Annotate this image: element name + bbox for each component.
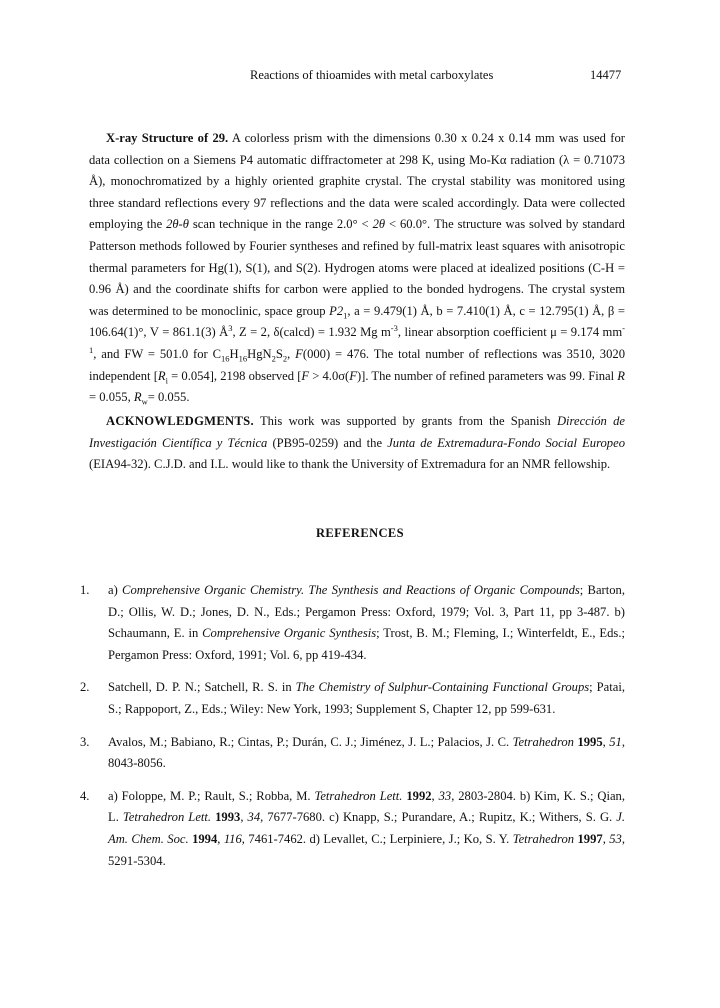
reference-number: 3. <box>80 734 90 749</box>
xray-structure-section <box>89 128 625 409</box>
reference-text: Satchell, D. P. N.; Satchell, R. S. in The Chemistry of Sulphur-Containing Functional Groups; Patai, S.; Rappoport, Z., Eds.; Wiley: New York, 1993; Supplement S, Chapter 12, pp 599-631. <box>108 680 625 716</box>
reference-item <box>80 786 625 872</box>
acknowledgments-section <box>89 411 625 476</box>
xray-heading: X-ray Structure of 29. <box>106 131 229 145</box>
running-title: Reactions of thioamides with metal carboxylates <box>250 68 494 82</box>
reference-number: 2. <box>80 680 90 695</box>
reference-item <box>80 677 625 720</box>
reference-text: a) Foloppe, M. P.; Rault, S.; Robba, M. Tetrahedron Lett. 1992, 33, 2803-2804. b) Kim, K. S.; Qian, L. Tetrahedron Lett. 1993, 34, 7677-7680. c) Knapp, S.; Purandare, A.; Rupitz, K.; Withers, S. G. J. Am. Chem. Soc. 1994, 116, 7461-7462. d) Levallet, C.; Lerpiniere, J.; Ko, S. Y. Tetrahedron 1997, 53, 5291-5304. <box>108 788 626 868</box>
acknowledgments-paragraph: ACKNOWLEDGMENTS. This work was supported by grants from the Spanish Dirección de Investigación Científica y Técnica (PB95-0259) and the Junta de Extremadura-Fondo Social Europeo (EIA94-32). C.J.D. and I.L. would like to thank the University of Extremadura for an NMR fellowship. <box>89 414 625 472</box>
references-heading: REFERENCES <box>315 526 405 540</box>
references-list <box>80 580 625 883</box>
acknowledgments-heading: ACKNOWLEDGMENTS. <box>106 414 254 428</box>
reference-item <box>80 732 625 775</box>
reference-number: 4. <box>80 788 90 803</box>
reference-item <box>80 580 625 666</box>
reference-text: a) Comprehensive Organic Chemistry. The Synthesis and Reactions of Organic Compounds; Barton, D.; Ollis, W. D.; Jones, D. N., Eds.; Pergamon Press: Oxford, 1979; Vol. 3, Part 11, pp 3-487. b) Schaumann, E. in Comprehensive Organic Synthesis; Trost, B. M.; Fleming, I.; Winterfeldt, E., Eds.; Pergamon Press: Oxford, 1991; Vol. 6, pp 419-434. <box>108 583 625 662</box>
xray-paragraph: X-ray Structure of 29. A colorless prism with the dimensions 0.30 x 0.24 x 0.14 mm was used for data collection on a Siemens P4 automatic diffractometer at 298 K, using Mo-Kα radiation (λ = 0.71073 Å), monochromatized by a highly oriented graphite crystal. The crystal stability was monitored using three standard reflections every 97 reflections and the data were scaled accordingly. Data were collected employing the 2θ-θ scan technique in the range 2.0° < 2θ < 60.0°. The structure was solved by standard Patterson methods followed by Fourier syntheses and refined by full-matrix least squares with anisotropic thermal parameters for Hg(1), S(1), and S(2). Hydrogen atoms were placed at idealized positions (C-H = 0.96 Å) and the coordinate shifts for carbon were applied to the bonded hydrogens. The crystal system was determined to be monoclinic, space group $P2_1$, a = 9.479(1) Å, b = 7.410(1) Å, c = 12.795(1) Å, β = 106.64(1)°, V = 861.1(3) $Å^3$, Z = 2, δ(calcd) = 1.932 Mg $m^{-3}$, linear absorption coefficient μ = 9.174 $mm^{-1}$, and FW = 501.0 for $C_{16}H_{16}HgN_2S_2$, F(000) = 476. The total number of reflections was 3510, 3020 independent $[R_i = 0.054]$, 2198 observed [F > 4.0σ(F)]. The number of refined parameters was 99. Final R = 0.055, $R_w= 0.055$. <box>89 131 625 407</box>
reference-number: 1. <box>80 583 90 597</box>
page-number: 14477 <box>590 68 622 82</box>
reference-text: Avalos, M.; Babiano, R.; Cintas, P.; Durán, C. J.; Jiménez, J. L.; Palacios, J. C. Tetrahedron 1995, 51, 8043-8056. <box>108 734 625 771</box>
